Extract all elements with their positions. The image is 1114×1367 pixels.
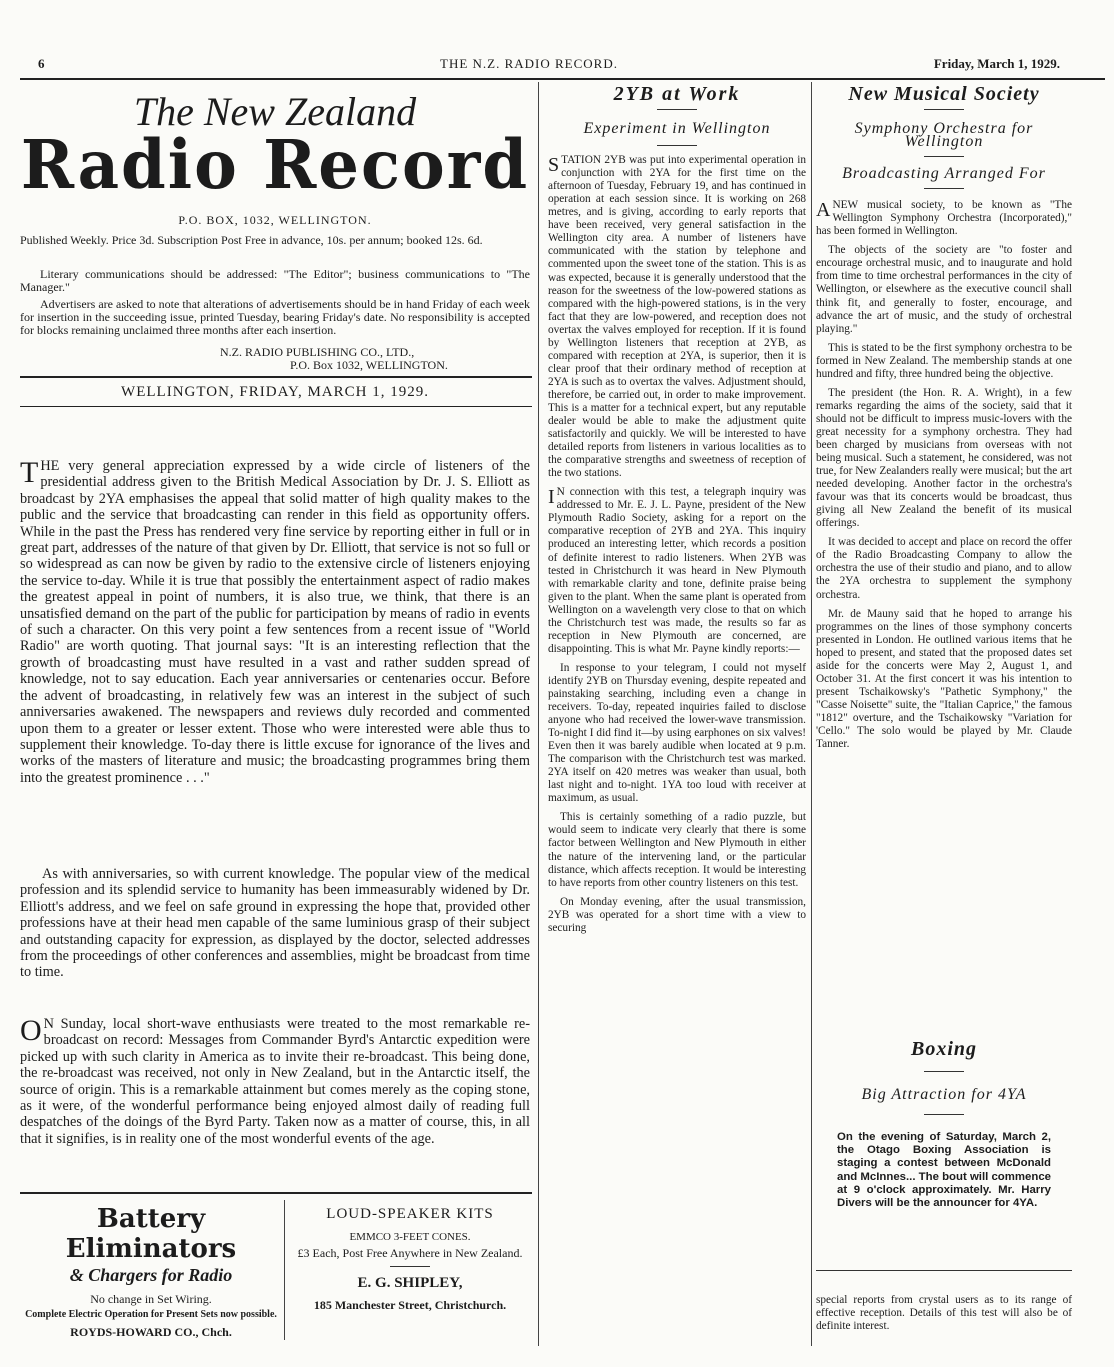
drop-cap: I (548, 486, 555, 509)
ad2-name: E. G. SHIPLEY, (357, 1275, 463, 1291)
column-rule-1 (538, 82, 539, 1346)
ad2-sub: EMMCO 3-FEET CONES. (349, 1231, 471, 1243)
paper-title: THE N.Z. RADIO RECORD. (440, 56, 618, 71)
rule (924, 188, 964, 189)
publication-info: Published Weekly. Price 3d. Subscription Post Free in advance, 10s. per annum; booked 12s. 6d. (20, 233, 483, 247)
boxing-continuation (816, 1294, 1072, 1339)
page-number: 6 (38, 56, 45, 71)
drop-cap: O (20, 1014, 42, 1047)
ad2-address: 185 Manchester Street, Christchurch. (313, 1298, 507, 1312)
ad1-subtitle: & Chargers for Radio (69, 1265, 233, 1285)
editorial-text-1: HE very general appreciation expressed by a wide circle of listeners of the presidential address given to the British Medical Association by Dr. J. S. Elliott as broadcast by 2YA emphasises the appeal that solid matter of high quality makes to the public and the service that broadcasting can render in this field as opportunity offers. While in the past the Press has rendered very fine service by reporting either in full or in great part, addresses of the nature of that given by Dr. Elliott, that service is not so full or so widespread as can now be given by radio to the extensive circle of listeners enjoying the service to-day. While it is true that possibly the entertainment aspect of radio makes the greatest appeal in point of numbers, it is also true, we think, that there is an unsatisfied demand on the part of the public for participation by means of radio in events of such a character. On this very point a few sentences from a recent issue of "World Radio" are worth quoting. That journal says: "It is an interesting reflection that the growth of broadcasting must have resulted in a vast and rather sudden spread of knowledge, not to say education. Each year anniversaries or centenaries occur. Before the advent of broadcasting, in relatively few was an interest in the subject of such anniversaries awakened. The newspapers and reviews duly recorded and commented upon them to a greater or lesser extent. Those who were interested were able thus to supplement their knowledge. To-day there is little excuse for ignorance of the lives and works of the masters of literature and music; the broadcasting programmes bring them into the greatest prominence . . ." (20, 458, 530, 786)
ad-battery-eliminators (22, 1204, 280, 1340)
column-rule-2 (811, 82, 812, 1346)
rule (924, 109, 964, 110)
article-2yb-p2: N connection with this test, a telegraph inquiry was addressed to Mr. E. J. L. Payne, president of the New Plymouth Radio Society, asking for a report on the comparative reception of 2YB and 2YA. This inquiry produced an interesting letter, which records a position of definite interest to radio listeners. When 2YB was tested in Christchurch it was heard in New Plymouth with remarkable clarity and tone, definite praise being given to the plant. When the same plant is operated from Wellington on a wavelength very close to that on which the Christchurch test was made, the results so far as reception in New Plymouth are concerned, are disappointing. This is what Mr. Payne kindly reports:— (548, 486, 806, 655)
boxing-rule (816, 1270, 1072, 1271)
article-society-subtitle1: Symphony Orchestra for Wellington (854, 120, 1034, 151)
article-2yb-p5: On Monday evening, after the usual transmission, 2YB was operated for a short time with a view to securing (548, 895, 806, 934)
top-rule (20, 78, 1105, 80)
editorial-p2 (20, 866, 530, 981)
boxing-subtitle: Big Attraction for 4YA (861, 1086, 1027, 1103)
dateline: WELLINGTON, FRIDAY, MARCH 1, 1929. (121, 384, 429, 400)
ad-loudspeaker-kits (290, 1206, 530, 1313)
publisher-name: N.Z. RADIO PUBLISHING CO., LTD., (220, 345, 415, 359)
editorial-p1 (20, 458, 530, 786)
publisher-block (220, 346, 510, 372)
continuation-text: special reports from crystal users as to its range of effective reception. Details of this test will also be of definite interest. (816, 1294, 1072, 1333)
running-head (20, 54, 1100, 78)
editorial-text-3: N Sunday, local short-wave enthusiasts were treated to the most remarkable re-broadcast on record: Messages from Commander Byrd's Antarctic expedition were picked up with such clarity in America as to invite their re-broadcast. This being done, the re-broadcast was received, not only in New Zealand, but in the Antarctic itself, the source of origin. This is a remarkable attainment but comes merely as the coping stone, as it were, of the wonderful performance being enjoyed almost daily of reading full despatches of the doings of the Byrd Party. Taken now as a matter of course, this, in all that it signifies, is in reality one of the most wonderful events of the age. (20, 1016, 530, 1147)
article-society-p1: NEW musical society, to be known as "The Wellington Symphony Orchestra (Incorporated)," has been formed in Wellington. (816, 199, 1072, 238)
drop-cap: S (548, 154, 560, 177)
ad1-line2: Complete Electric Operation for Present Sets now possible. (25, 1309, 277, 1320)
ad1-company: ROYDS-HOWARD CO., Chch. (70, 1325, 232, 1339)
article-society-p3: This is stated to be the first symphony orchestra to be formed in New Zealand. The membership stands at one hundred and fifty, three hundred being the objective. (816, 341, 1072, 380)
ads-rule (20, 1192, 532, 1194)
issue-date: Friday, March 1, 1929. (933, 56, 1060, 71)
article-2yb-title: 2YB at Work (613, 83, 741, 105)
editorial-p3 (20, 1016, 530, 1147)
article-society-p5: It was decided to accept and place on record the offer of the Radio Broadcasting Company to allow the orchestra the use of their studio and piano, and to allow the 2YA orchestra to supplement the symphony orchestra. (816, 536, 1072, 601)
drop-cap: A (816, 199, 831, 222)
rule (657, 145, 697, 146)
article-2yb-p3: In response to your telegram, I could not myself identify 2YB on Thursday evening, despite repeated and painstaking searching, including even a change in receivers. To-day, repeated inquiries failed to disclose anyone who had received the lower-wave transmission. To-night I did find it—by using earphones on six valves! Even then it was barely audible when located at 9 p.m. The comparison with the Christchurch test was marked. 2YA itself on 420 metres was weaker than usual, both last night and to-night. 1YA too loud with receiver at maximum, as usual. (548, 661, 806, 805)
dateline-rule-top (20, 376, 532, 378)
rule (924, 1114, 964, 1115)
article-society-p4: The president (the Hon. R. A. Wright), in a few remarks regarding the aims of the society, said that it should not be difficult to impress music-lovers with the great necessity for a symphony orchestra. They had been charged by musicians from overseas with not being musical. Such a statement, he considered, was not true, for New Zealanders really were musical; but the art needed developing. Another factor in the orchestra's favour was that its concerts would be broadcast, thus giving all New Zealand the benefit of its musical offerings. (816, 386, 1072, 530)
article-society-subtitle2: Broadcasting Arranged For (842, 165, 1046, 183)
ad2-price: £3 Each, Post Free Anywhere in New Zealand. (297, 1246, 523, 1260)
ad2-title: LOUD-SPEAKER KITS (326, 1206, 494, 1222)
article-2yb-subtitle: Experiment in Wellington (583, 120, 771, 138)
article-2yb (548, 83, 806, 941)
article-society-title: New Musical Society (848, 83, 1040, 105)
editorial-text-2: As with anniversaries, so with current knowledge. The popular view of the medical profession and its splendid service to humanity has been immeasurably widened by Dr. Elliott's address, and we feel on safe ground in expressing the hope that, provided other professions have at their head men capable of the same luminious grasp of their subject and outstanding capacity for expression, as displayed by the doctor, selected addresses from the proceedings of other conferences and assemblies, might be broadcast from time to time. (20, 866, 530, 981)
article-2yb-p4: This is certainly something of a radio puzzle, but would seem to indicate very clearly that there is some factor between Wellington and New Plymouth in either the nature of the intervening land, or the particular distance, which affects reception. It would be interesting to have reports from other country listeners on this test. (548, 811, 806, 889)
ad2-rule (390, 1266, 430, 1267)
drop-cap: T (20, 456, 39, 489)
article-2yb-p1: TATION 2YB was put into experimental operation in conjunction with 2YA for the first time on the afternoon of Tuesday, February 19, and has continued in operation at each session since. It is working on 268 metres, and is giving, according to early reports that have been received, very general satisfaction in the Wellington city area. A number of listeners have communicated with the station by telephone and commented upon the sweet tone of the station. This is as was expected, because it is generally understood that the reason for the sweetness of the low-powered stations as compared with the high-powered stations, is in the very fact that they are low-powered, and reception does not overtax the valves employed for reception. If it is found by Wellington listeners that reception at 2YB, as compared with reception at 2YA, is superior, then it is clear proof that their ordinary method of reception at 2YA is such as to overtax the valves. Adjustment should, therefore, be carried out, in order to make improvement. This is a matter for a technical expert, but any reputable dealer would be able to make the adjustment quite satisfactorily and quickly. We will be interested to have detailed reports from listeners in various localities as to the comparative strengths and sweetness of reception of the two stations. (548, 154, 806, 480)
article-society (816, 83, 1072, 757)
ad-divider (284, 1200, 285, 1340)
rule (924, 1071, 964, 1072)
boxing-notice: On the evening of Saturday, March 2, the Otago Boxing Association is staging a contest between McDonald and McInnes... The bout will commence at 9 o'clock approximately. Mr. Harry Divers will be the announcer for 4YA. (837, 1131, 1051, 1210)
publisher-address: P.O. Box 1032, WELLINGTON. (290, 358, 448, 372)
rule (924, 156, 964, 157)
ad1-title: Battery Eliminators (65, 1204, 237, 1264)
masthead-title: Radio Record (20, 126, 530, 205)
ad1-line1: No change in Set Wiring. (90, 1292, 212, 1306)
dateline-rule-bottom (20, 406, 532, 407)
rule (657, 109, 697, 110)
literary-notice: Literary communications should be addressed: "The Editor"; business communications to "The Manager." (20, 267, 530, 294)
article-society-p2: The objects of the society are "to foster and encourage orchestral music, and to inaugurate and hold from time to time orchestral performances in the city of Wellington, or elsewhere as the executive council shall think fit, and generally to foster, encourage, and advance the art of music, and the study of orchestral playing." (816, 244, 1072, 335)
advertisers-notice: Advertisers are asked to note that alterations of advertisements should be in hand Friday of each week for insertion in the succeeding issue, printed Tuesday, bearing Friday's date. No responsibility is accepted for blocks remaining unclaimed three months after each insertion. (20, 297, 530, 337)
article-society-p6: Mr. de Mauny said that he hoped to arrange his programmes on the lines of those symphony concerts presented in London. He outlined various items that he hoped to present, and stated that the proposed dates set aside for the concerts were May 2, August 1, and October 31. At the first concert it was his intention to present Tschaikowsky's "Pathetic Symphony," the "Casse Noisette" suite, the "Italian Caprice," the famous "1812" overture, and the Tschaikowsky "Variation for 'Cello." The solo would be played by Mr. Claude Tanner. (816, 607, 1072, 751)
masthead-line1: The New Zealand (133, 89, 417, 134)
boxing-title: Boxing (910, 1038, 978, 1060)
po-box: P.O. BOX, 1032, WELLINGTON. (178, 213, 372, 227)
boxing-section (816, 1038, 1072, 1210)
